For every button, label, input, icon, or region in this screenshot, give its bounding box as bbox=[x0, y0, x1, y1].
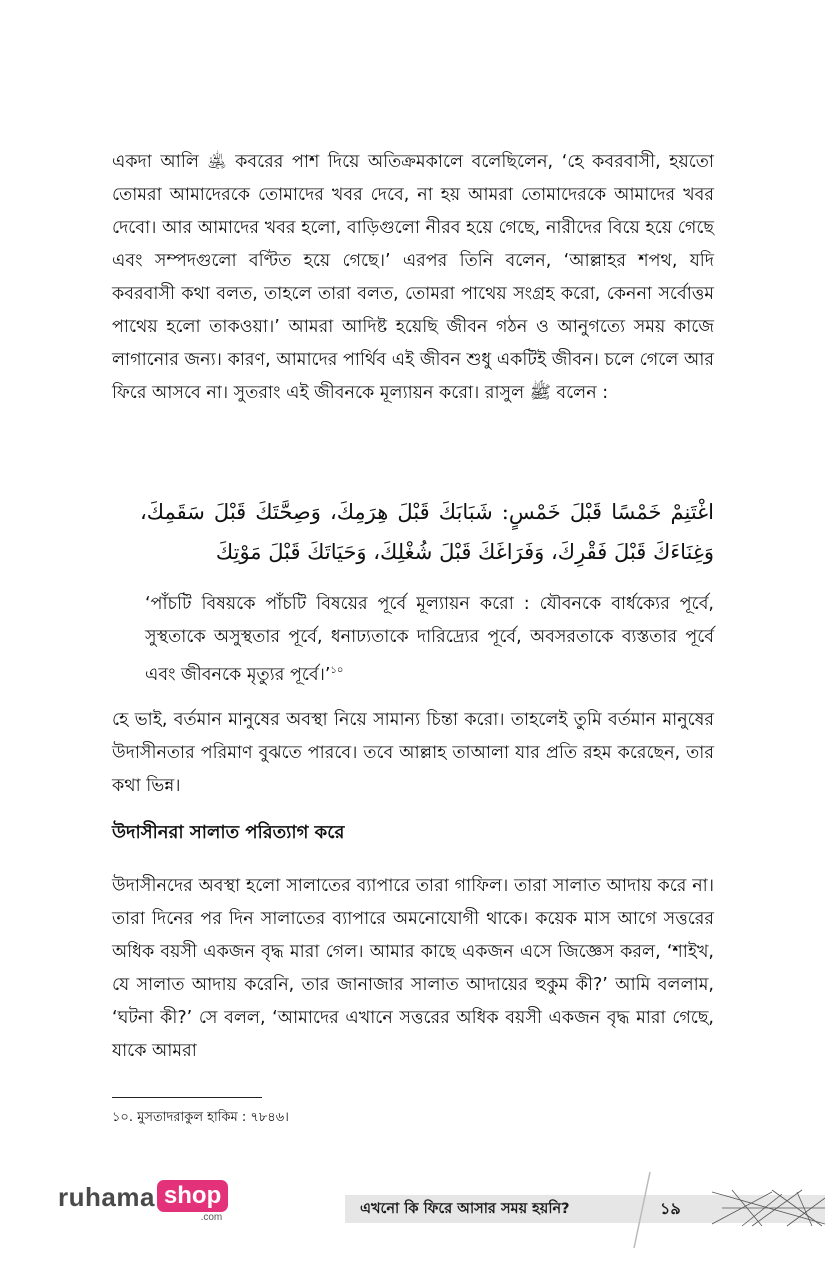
ruhamashop-logo bbox=[58, 1180, 228, 1223]
section-heading: উদাসীনরা সালাত পরিত্যাগ করে bbox=[112, 822, 345, 843]
running-title: এখনো কি ফিরে আসার সময় হয়নি? bbox=[360, 1201, 570, 1217]
translation-text: ‘পাঁচটি বিষয়কে পাঁচটি বিষয়ের পূর্বে মূল্যায়ন করো : যৌবনকে বার্ধক্যের পূর্বে, সুস্থতাকে অসুস্থতার পূর্বে, ধনাঢ্যতাকে দারিদ্র্যের পূর্বে, অবসরতাকে ব্যস্ততার পূর্বে এবং জীবনকে মৃত্যুর পূর্বে।’ bbox=[145, 594, 714, 685]
geometric-pattern-icon bbox=[712, 1188, 825, 1228]
footnote-divider bbox=[112, 1097, 262, 1098]
hadith-translation bbox=[145, 588, 714, 692]
arabic-hadith: اغْتَنِمْ خَمْسًا قَبْلَ خَمْسٍ: شَبَابَكَ قَبْلَ هِرَمِكَ، وَصِحَّتَكَ قَبْلَ سَقَمِكَ، وَغِنَاءَكَ قَبْلَ فَقْرِكَ، وَفَرَاغَكَ قَبْلَ شُغْلِكَ، وَحَيَاتَكَ قَبْلَ مَوْتِكَ bbox=[140, 500, 714, 564]
paragraph-reflection: হে ভাই, বর্তমান মানুষের অবস্থা নিয়ে সামান্য চিন্তা করো। তাহলেই তুমি বর্তমান মানুষের উদাসীনতার পরিমাণ বুঝতে পারবে। তবে আল্লাহ তাআলা যার প্রতি রহম করেছেন, তার কথা ভিন্ন। bbox=[112, 710, 714, 796]
footnote-ref[interactable]: ১০ bbox=[330, 665, 344, 676]
footnote-text: ১০. মুসতাদরাকুল হাকিম : ৭৮৪৬। bbox=[112, 1110, 289, 1125]
paragraph-negligent: উদাসীনদের অবস্থা হলো সালাতের ব্যাপারে তারা গাফিল। তারা সালাত আদায় করে না। তারা দিনের পর দিন সালাতের ব্যাপারে অমনোযোগী থাকে। কয়েক মাস আগে সত্তরের অধিক বয়সী একজন বৃদ্ধ মারা গেল। আমার কাছে একজন এসে জিজ্ঞেস করল, ‘শাইখ, যে সালাত আদায় করেনি, তার জানাজার সালাত আদায়ের হুকুম কী?’ আমি বললাম, ‘ঘটনা কী?’ সে বলল, ‘আমাদের এখানে সত্তরের অধিক বয়সী একজন বৃদ্ধ মারা গেছে, যাকে আমরা bbox=[112, 876, 714, 1061]
page-number: ১৯ bbox=[660, 1199, 681, 1218]
logo-domain: .com bbox=[200, 1212, 223, 1223]
logo-badge-text: shop bbox=[163, 1182, 222, 1209]
logo-badge bbox=[157, 1180, 228, 1223]
logo-wordmark: ruhama bbox=[58, 1182, 155, 1212]
footer-separator-icon bbox=[630, 1170, 654, 1250]
paragraph-ali-grave: একদা আলি ﵁ কবরের পাশ দিয়ে অতিক্রমকালে বলেছিলেন, ‘হে কবরবাসী, হয়তো তোমরা আমাদেরকে তোমাদের খবর দেবে, না হয় আমরা তোমাদেরকে আমাদের খবর দেবো। আর আমাদের খবর হলো, বাড়িগুলো নীরব হয়ে গেছে, নারীদের বিয়ে হয়ে গেছে এবং সম্পদগুলো বণ্টিত হয়ে গেছে।’ এরপর তিনি বলেন, ‘আল্লাহর শপথ, যদি কবরবাসী কথা বলত, তাহলে তারা বলত, তোমরা পাথেয় সংগ্রহ করো, কেননা সর্বোত্তম পাথেয় হলো তাকওয়া।’ আমরা আদিষ্ট হয়েছি জীবন গঠন ও আনুগত্যে সময় কাজে লাগানোর জন্য। কারণ, আমাদের পার্থিব এই জীবন শুধু একটিই জীবন। চলে গেলে আর ফিরে আসবে না। সুতরাং এই জীবনকে মূল্যায়ন করো। রাসুল ﷺ বলেন : bbox=[112, 152, 714, 403]
